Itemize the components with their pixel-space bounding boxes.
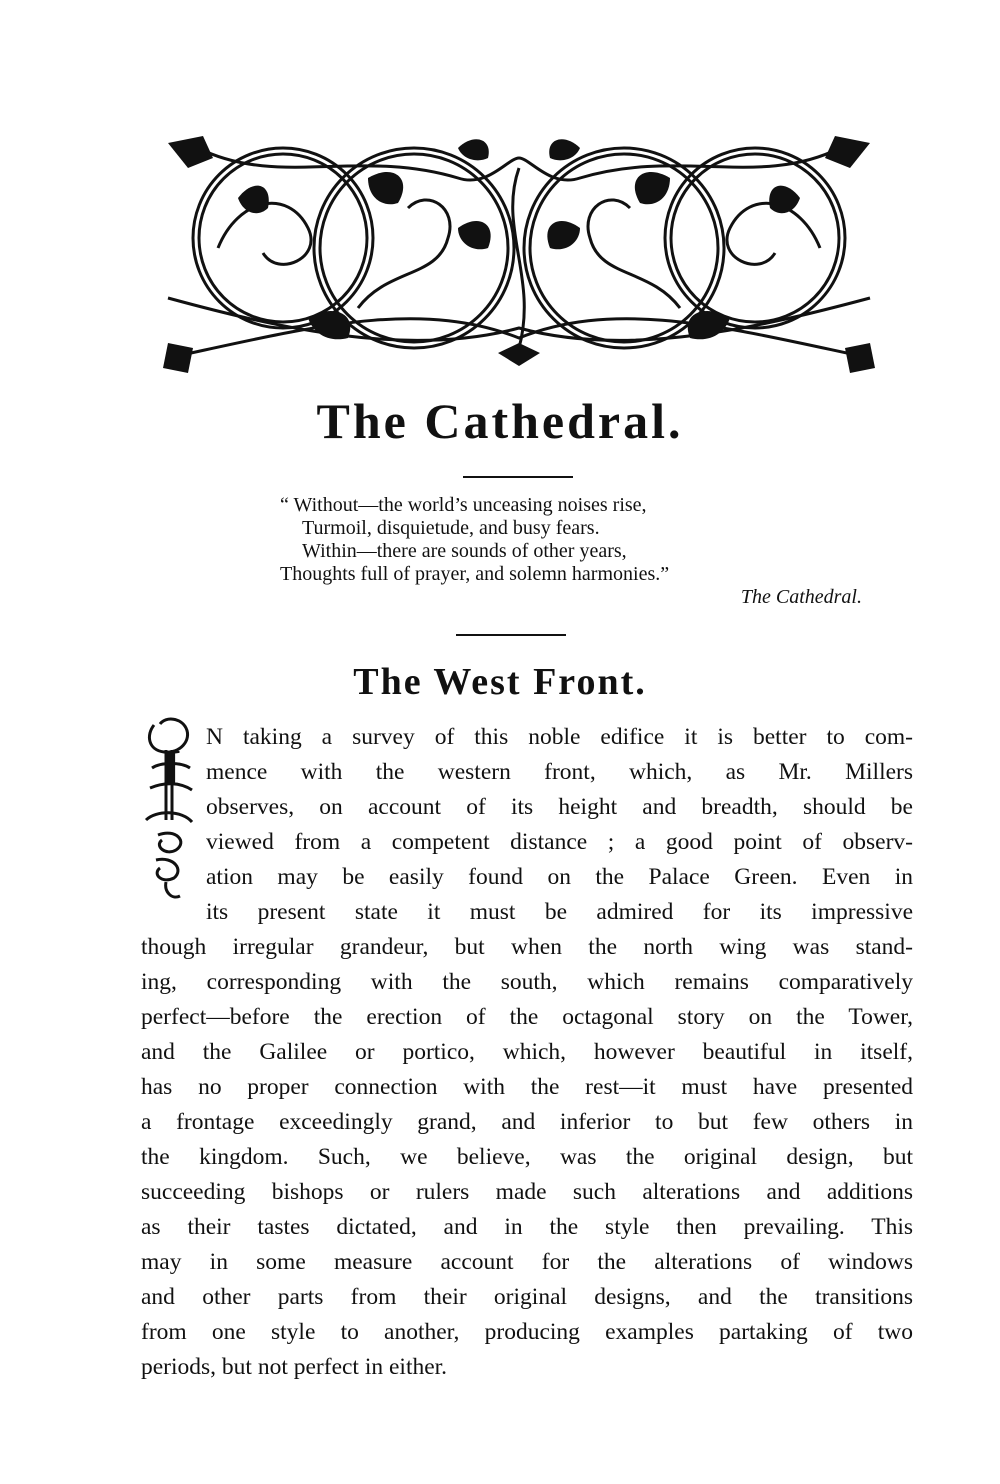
body-line: a frontage exceedingly grand, and inferior to but few others in [141, 1109, 913, 1135]
body-line: mence with the western front, which, as Mr. Millers [206, 759, 913, 785]
body-line: though irregular grandeur, but when the north wing was stand- [141, 934, 913, 960]
body-line: as their tastes dictated, and in the style then prevailing. This [141, 1214, 913, 1240]
section-rule [456, 634, 566, 636]
section-heading: The West Front. [353, 661, 647, 703]
body-line: periods, but not perfect in either. [141, 1354, 448, 1380]
body-line: the kingdom. Such, we believe, was the original design, but [141, 1144, 913, 1170]
body-line: its present state it must be admired for its impressive [206, 899, 913, 925]
epigraph-line: Turmoil, disquietude, and busy fears. [302, 517, 600, 539]
body-line: observes, on account of its height and breadth, should be [206, 794, 913, 820]
title-rule [463, 476, 573, 478]
body-line: and other parts from their original designs, and the transitions [141, 1284, 913, 1310]
epigraph-citation: The Cathedral. [740, 586, 862, 608]
svg-text:I: I [161, 740, 182, 797]
epigraph-line: Thoughts full of prayer, and solemn harmonies.” [280, 563, 670, 585]
epigraph-line: “ Without—the world’s unceasing noises rise, [280, 494, 647, 516]
body-line: ing, corresponding with the south, which remains comparatively [141, 969, 913, 995]
body-paragraph [141, 720, 913, 1385]
epigraph-line: Within—there are sounds of other years, [302, 540, 627, 562]
body-line: ation may be easily found on the Palace Green. Even in [206, 864, 913, 890]
ornamental-headpiece-illustration [158, 128, 880, 378]
epigraph [280, 494, 880, 609]
chapter-title: The Cathedral. [316, 393, 684, 449]
body-line: succeeding bishops or rulers made such alterations and additions [141, 1179, 913, 1205]
body-line: perfect—before the erection of the octagonal story on the Tower, [141, 1004, 913, 1030]
body-line: from one style to another, producing examples partaking of two [141, 1319, 913, 1345]
body-line: viewed from a competent distance ; a good point of observ- [206, 829, 913, 855]
body-line: N taking a survey of this noble edifice it is better to com- [206, 724, 913, 750]
body-line: has no proper connection with the rest—it must have presented [141, 1074, 913, 1100]
body-line: and the Galilee or portico, which, however beautiful in itself, [141, 1039, 913, 1065]
body-line: may in some measure account for the alterations of windows [141, 1249, 913, 1275]
